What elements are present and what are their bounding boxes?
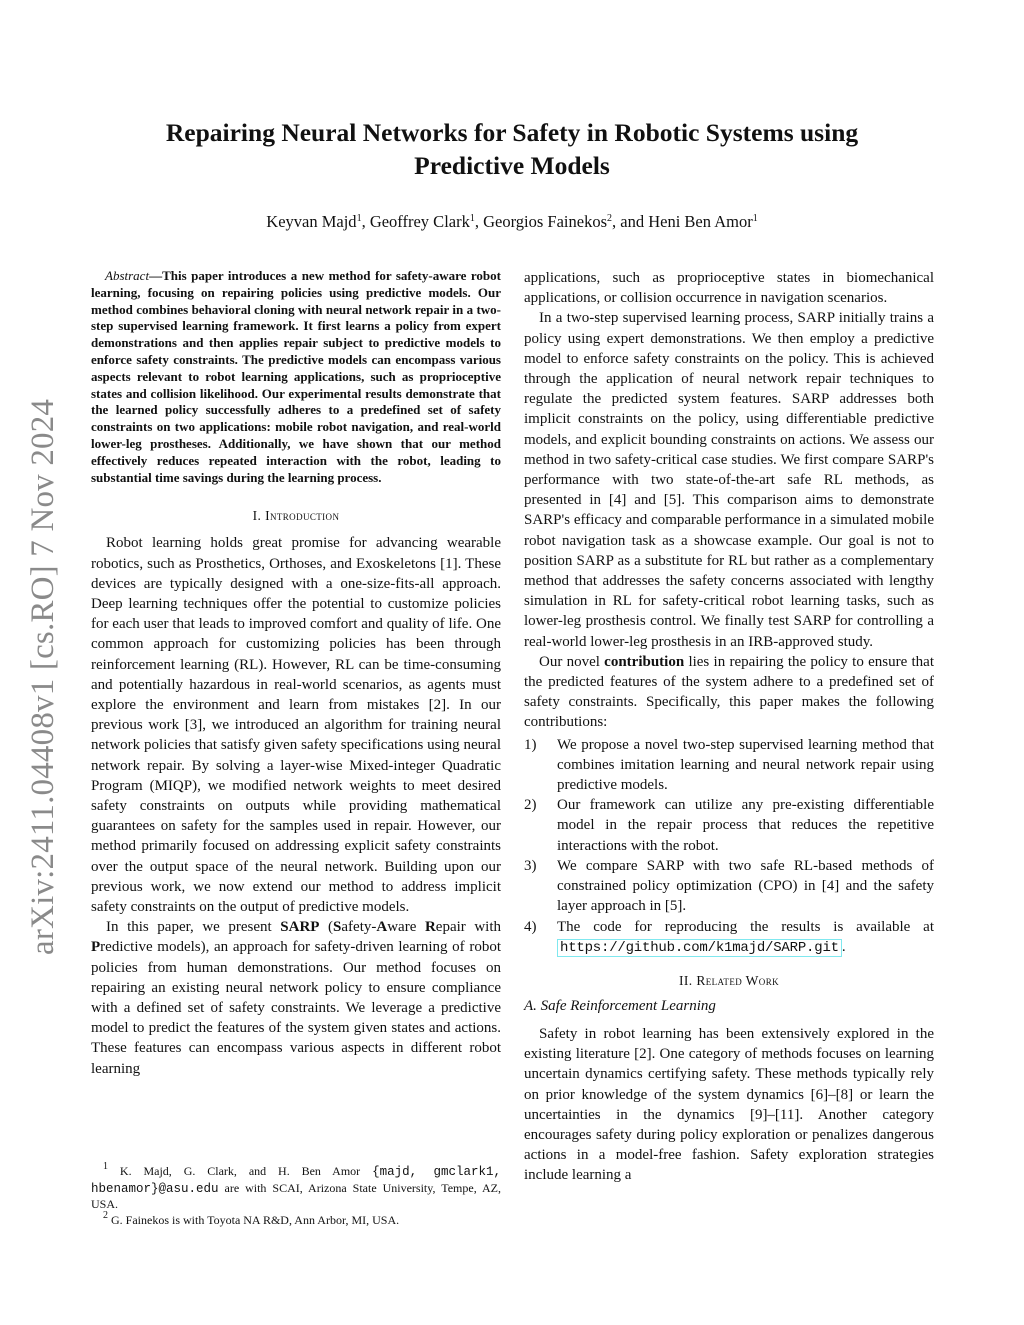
paper-title: Repairing Neural Networks for Safety in Robotic Systems using Predictive Models [165, 118, 859, 180]
abstract-text: This paper introduces a new method for safety-aware robot learning, focusing on repairing policies using predictive models. Our method combines behavioral cloning with neural network repair in a two-step supervised learning framework. It first learns a policy from expert demonstrations and then applies repair subject to predictive models to enforce safety constraints. The predictive models can encompass various aspects relevant to robot learning applications, such as proprioceptive states and collision likelihood. Our experimental results demonstrate that the learned policy successfully adheres to a predefined set of safety constraints on two applications: mobile robot navigation, and real-world lower-leg prostheses. Additionally, we have shown that our method effectively reduces repeated interaction with the robot, leading to substantial time savings during the learning process. [91, 268, 501, 485]
author-affiliation: 1 [469, 213, 475, 224]
abstract [91, 268, 501, 486]
sarp-acronym: SARP [280, 919, 320, 936]
author-name: Georgios Fainekos [483, 212, 607, 231]
author-affiliation: 1 [356, 213, 362, 224]
author-separator: , [474, 212, 484, 231]
author-emails: {majd, gmclark1, hbenamor}@asu.edu [91, 1165, 501, 1196]
code-repository-link[interactable]: https://github.com/k1majd/SARP.git [557, 939, 842, 957]
related-work-paragraph-1: Safety in robot learning has been extensively explored in the existing literature [2]. One category of methods focuses on learning uncertain dynamics certifying safety. These methods typically rely on prior knowledge of the system dynamics [6]–[8] or learn the uncertainties in the dynamics [9]–[11]. Another category encourages safety during policy exploration or penalizes dangerous actions in a model-free fashion. Safety exploration strategies include learning a [524, 1025, 934, 1184]
author-name: Heni Ben Amor [648, 212, 753, 231]
list-item: 1) We propose a novel two-step supervised learning method that combines imitation learning and neural network repair using predictive models. [524, 736, 934, 794]
author-separator: , and [612, 212, 649, 231]
list-item: 3) We compare SARP with two safe RL-based methods of constrained policy optimization (CPO) in [4] and the safety layer approach in [5]. [524, 857, 934, 915]
right-column [524, 268, 934, 1186]
author-name: Keyvan Majd [266, 212, 357, 231]
contribution-list [524, 735, 934, 958]
author-affiliation: 2 [607, 213, 612, 224]
author-affiliation: 1 [752, 213, 758, 224]
author-name: Geoffrey Clark [369, 212, 470, 231]
subsection-heading-safe-rl: A. Safe Reinforcement Learning [524, 997, 716, 1014]
contribution-keyword: contribution [604, 653, 685, 670]
footnote-1: $^1$ K. Majd, G. Clark, and H. Ben Amor {majd, gmclark1, hbenamor}@asu.edu are with SCAI, Arizona State University, Tempe, AZ, USA. [91, 1161, 501, 1211]
author-list [110, 212, 914, 232]
intro-paragraph-1: Robot learning holds great promise for advancing wearable robotics, such as Prosthetics, Orthoses, and Exoskeletons [1]. These devices are typically designed with a one-size-fits-all approach. Deep learning techniques offer the potential to customize policies for each user that leads to improved comfort and quality of life. One common approach for customizing policies has been through reinforcement learning (RL). However, RL can be time-consuming and potentially hazardous in real-world scenarios, as agents must explore the environment and learn from mistakes [2]. In our previous work [3], we introduced an algorithm for training neural network policies that satisfy given safety specifications using neural network repair. By solving a layer-wise Mixed-integer Quadratic Program (MIQP), we modified network weights to meet desired safety constraints on outputs while providing mathematical guarantees on safety for the samples used in repair. However, our method primarily focused on addressing explicit safety constraints over the output space of the neural network. Building upon our previous work, we now extend our method to address implicit safety constraints on the output of predictive models. [91, 535, 501, 916]
left-column [91, 268, 501, 1079]
list-item: 4) The code for reproducing the results is available at https://github.com/k1majd/SARP.git . [524, 918, 934, 956]
arxiv-identifier: arXiv:2411.04408v1 [cs.RO] 7 Nov 2024 [25, 398, 61, 955]
intro-paragraph-3: In a two-step supervised learning process, SARP initially trains a policy using expert demonstrations. We then employ a predictive model to enforce safety constraints on the policy. This is achieved through the application of neural network repair techniques to regulate the predicted system features. SARP addresses both implicit constraints on the policy, using differentiable predictive models, and explicit bounding constraints on actions. We assess our method in two safety-critical case studies. We first compare SARP's performance with two state-of-the-art safe RL methods, as presented in [4] and [5]. This comparison aims to demonstrate SARP's efficacy and comparable performance in a simulated mobile robot navigation task as a showcase example. Our goal is not to position SARP as a substitute for RL but rather as a complementary method that addresses the safety concerns associated with lengthy simulation in RL for safety-critical robot learning tasks, such as lower-leg prosthesis control. We finally test SARP for controlling a real-world lower-leg prosthesis in an IRB-approved study. [524, 310, 934, 650]
intro-paragraph-2-continued: applications, such as proprioceptive states in biomechanical applications, or collision occurrence in navigation scenarios. [524, 270, 934, 307]
intro-paragraph-2: In this paper, we present SARP (Safety-Aware Repair with Predictive models), an approach for safety-driven learning of robot policies from human demonstrations. Our method focuses on repairing an existing neural network policy to ensure compliance with a defined set of safety constraints. We leverage a predictive model to predict the features of the system given states and actions. These features can encompass various aspects in different robot learning [91, 919, 501, 1077]
intro-paragraph-4: Our novel contribution lies in repairing the policy to ensure that the predicted features of the system adhere to a predefined set of safety constraints. Specifically, this paper makes the following contributions: [524, 653, 935, 731]
list-item: 2) Our framework can utilize any pre-existing differentiable model in the repair process that reduces the repetitive interactions with the robot. [524, 797, 934, 854]
footnote-2: $^2$ G. Fainekos is with Toyota NA R&D, Ann Arbor, MI, USA. [103, 1209, 400, 1227]
abstract-dash: — [149, 268, 163, 283]
footnotes [91, 1161, 501, 1228]
section-heading-introduction: I. Introduction [252, 508, 340, 524]
section-heading-related-work: II. Related Work [678, 972, 779, 988]
author-separator: , [361, 212, 370, 231]
abstract-label: Abstract [105, 268, 150, 283]
